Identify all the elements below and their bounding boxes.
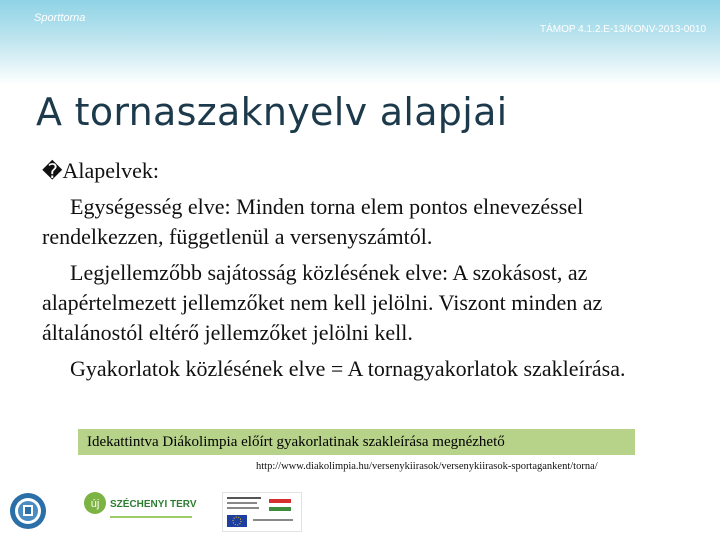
szechenyi-mark: új <box>90 498 100 510</box>
principle-uniformity: Egységesség elve: Minden torna elem pontos elnevezéssel rendelkezzen, függetlenül a versenyszámtól. <box>42 194 584 249</box>
slide-title: A tornaszaknyelv alapjai <box>36 90 508 134</box>
bullet-item <box>42 157 702 186</box>
university-seal-logo <box>9 492 47 530</box>
principle-exercise-notation: Gyakorlatok közlésének elve = A tornagyakorlatok szakleírása. <box>70 356 626 381</box>
project-code: TÁMOP 4.1.2.E-13/KONV-2013-0010 <box>539 24 706 35</box>
slide-body <box>42 157 702 384</box>
diakolimpia-link-button[interactable]: Idekattintva Diákolimpia előírt gyakorlatinak szakleírása megnézhető <box>78 429 635 455</box>
eu-flags-icon <box>223 493 301 531</box>
course-name: Sporttorna <box>34 12 86 24</box>
bullet-icon: � <box>42 161 63 183</box>
diakolimpia-url-link[interactable]: http://www.diakolimpia.hu/versenykiirasok/versenykiirasok-sportagankent/torna/ <box>256 461 598 472</box>
szechenyi-terv-logo <box>82 490 200 532</box>
eu-funding-logo <box>222 492 302 532</box>
bullet-text: Alapelvek: <box>62 158 160 183</box>
szechenyi-text: SZÉCHENYI TERV <box>110 499 197 510</box>
principle-characteristic: Legjellemzőbb sajátosság közlésének elve: A szokásost, az alapértelmezett jellemzőket nem kell jelölni. Viszont minden az általánostól eltérő jellemzőket jelölni kell. <box>42 260 603 345</box>
